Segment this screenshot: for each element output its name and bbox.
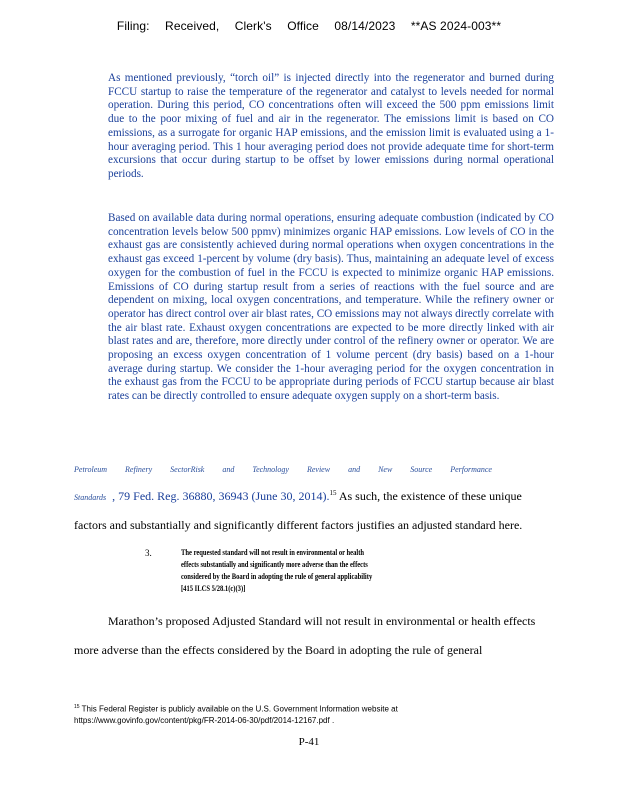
footnote-marker[interactable]: 15 bbox=[329, 489, 337, 497]
citation-conclusion: factors and substantially and significantly different factors justifies an adjusted standard here. bbox=[74, 518, 523, 532]
received-label: Received, bbox=[165, 19, 220, 33]
citation-word: Source bbox=[410, 465, 433, 474]
citation-word: and bbox=[348, 465, 361, 474]
body-line-1: Marathon’s proposed Adjusted Standard will not result in environmental or health effects bbox=[108, 614, 536, 628]
section-heading-text: The requested standard will not result in environmental or health effects substantially and significantly more adverse than the effects considered by the Board in adopting the rule of general applicability [415 ILCS 5/28.1(c)(3)] bbox=[181, 548, 373, 593]
filing-label: Filing: bbox=[116, 19, 150, 33]
citation-reference: , 79 Fed. Reg. 36880, 36943 (June 30, 2014). bbox=[112, 489, 330, 503]
citation-word: and bbox=[222, 465, 235, 474]
block-quote-paragraph-2: Based on available data during normal operations, ensuring adequate combustion (indicated by CO concentration levels below 500 ppmv) minimizes organic HAP emissions. Low levels of CO in the exhaust gas are consistently achieved during normal operations when oxygen concentrations in the exhaust gas exceed 1-percent by volume (dry basis). Thus, maintaining an adequate level of excess oxygen for the combustion of fuel in the FCCU is expected to minimize organic HAP emissions. Emissions of CO during startup result from a series of reactions with the fuel source and are dependent on mixing, local oxygen concentrations, and temperature. While the refinery owner or operator has direct control over air blast rates, CO emissions may not always directly correlate with the air blast rate. Exhaust oxygen concentrations are expected to be more directly linked with air blast rates and are, therefore, more directly under control of the refinery owner or operator. We are proposing an excess oxygen concentration of 1 volume percent (dry basis) based on a 1-hour average during startup. We consider the 1-hour averaging period for the oxygen concentration in the exhaust gas from the FCCU to be appropriate during periods of FCCU startup because air blast rates can be directly controlled to ensure adequate oxygen supply on a short-term basis. bbox=[108, 212, 554, 403]
citation-word: Performance bbox=[450, 465, 492, 474]
citation-continuation: As such, the existence of these unique bbox=[338, 489, 522, 503]
citation-title-line bbox=[74, 465, 574, 474]
citation-word: Review bbox=[306, 465, 331, 474]
citation-word: SectorRisk bbox=[170, 465, 205, 474]
citation-standards: Standards bbox=[74, 493, 107, 502]
citation-reference-line bbox=[74, 489, 522, 504]
footnote-number: 15 bbox=[74, 704, 80, 710]
filing-date: 08/14/2023 bbox=[334, 19, 396, 33]
office-label: Office bbox=[287, 19, 319, 33]
section-number: 3. bbox=[145, 548, 152, 558]
citation-word: Petroleum bbox=[74, 465, 108, 474]
filing-header bbox=[0, 19, 618, 33]
footnote-line-1 bbox=[74, 702, 398, 715]
citation-word: Technology bbox=[252, 465, 289, 474]
block-quote-paragraph-1: As mentioned previously, “torch oil” is injected directly into the regenerator and burned during FCCU startup to raise the temperature of the regenerator and catalyst to levels needed for normal operation. During this period, CO concentrations often will exceed the 500 ppm emissions limit due to the poor mixing of fuel and air in the regenerator. The emissions limit is based on CO emissions, as a surrogate for organic HAP emissions, and the emission limit is evaluated using a 1-hour averaging period. This 1 hour averaging period does not provide adequate time for short-term excursions that occur during startup to be offset by lower emissions during normal operational periods. bbox=[108, 72, 554, 180]
body-line-2: more adverse than the effects considered by the Board in adopting the rule of general bbox=[74, 643, 483, 657]
citation-word: New bbox=[378, 465, 393, 474]
docket-number: **AS 2024-003** bbox=[410, 19, 502, 33]
footnote bbox=[74, 702, 398, 726]
footnote-url[interactable]: https://www.govinfo.gov/content/pkg/FR-2014-06-30/pdf/2014-12167.pdf . bbox=[74, 715, 335, 725]
citation-word: Refinery bbox=[125, 465, 153, 474]
page-number: P-41 bbox=[298, 736, 320, 748]
footnote-text: This Federal Register is publicly available on the U.S. Government Information website at bbox=[81, 704, 398, 714]
clerk-label: Clerk's bbox=[234, 19, 272, 33]
